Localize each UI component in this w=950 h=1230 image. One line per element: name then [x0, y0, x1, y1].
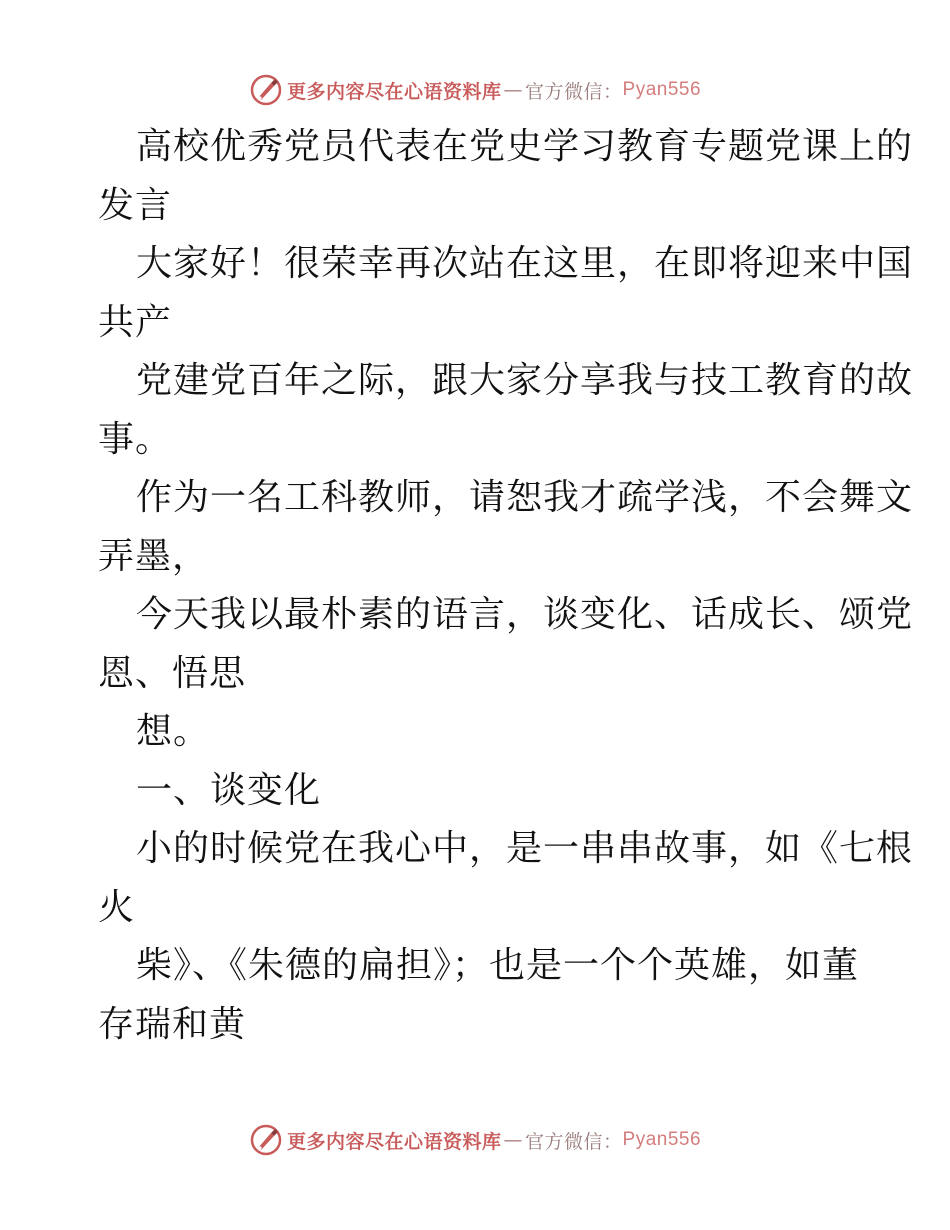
watermark-wechat-label: 官方微信	[524, 1130, 603, 1153]
title-line-2: 发言	[98, 184, 173, 226]
paragraph-line: 共产	[98, 301, 173, 343]
header-watermark	[0, 70, 950, 110]
footer-watermark	[0, 1120, 950, 1160]
paragraph-line: 党建党百年之际，跟大家分享我与技工教育的故	[136, 360, 914, 401]
paragraph-line: 事。	[98, 418, 173, 460]
document-body	[98, 118, 914, 1054]
pen-logo-icon	[249, 1123, 283, 1157]
paragraph-line: 想。	[136, 711, 211, 752]
paragraph-line: 弄墨，	[98, 535, 210, 577]
paragraph-line: 存瑞和黄	[98, 1003, 247, 1045]
watermark-colon: ：	[603, 80, 623, 103]
watermark-brand: 更多内容尽在心语资料库	[286, 80, 502, 103]
watermark-dash: —	[503, 79, 523, 101]
paragraph-line: 大家好！很荣幸再次站在这里，在即将迎来中国	[136, 243, 914, 284]
paragraph-line: 作为一名工科教师，请恕我才疏学浅，不会舞文	[136, 477, 914, 518]
watermark-brand: 更多内容尽在心语资料库	[286, 1130, 502, 1153]
watermark-wechat-label: 官方微信	[524, 80, 603, 103]
watermark-colon: ：	[603, 1130, 623, 1153]
section-heading: 一、谈变化	[136, 769, 322, 811]
paragraph-line: 今天我以最朴素的语言，谈变化、话成长、颂党	[136, 594, 914, 635]
watermark-account: Pyan556	[622, 1129, 702, 1150]
watermark-account: Pyan556	[622, 79, 702, 100]
paragraph-line: 小的时候党在我心中，是一串串故事，如《七根	[136, 828, 914, 869]
watermark-dash: —	[503, 1129, 523, 1151]
pen-logo-icon	[249, 73, 283, 107]
paragraph-line: 恩、悟思	[98, 652, 247, 694]
title-line-1: 高校优秀党员代表在党史学习教育专题党课上的	[136, 126, 914, 167]
paragraph-line: 火	[98, 886, 136, 928]
paragraph-line: 柴》、《朱德的扁担》；也是一个个英雄，如董	[136, 945, 860, 986]
